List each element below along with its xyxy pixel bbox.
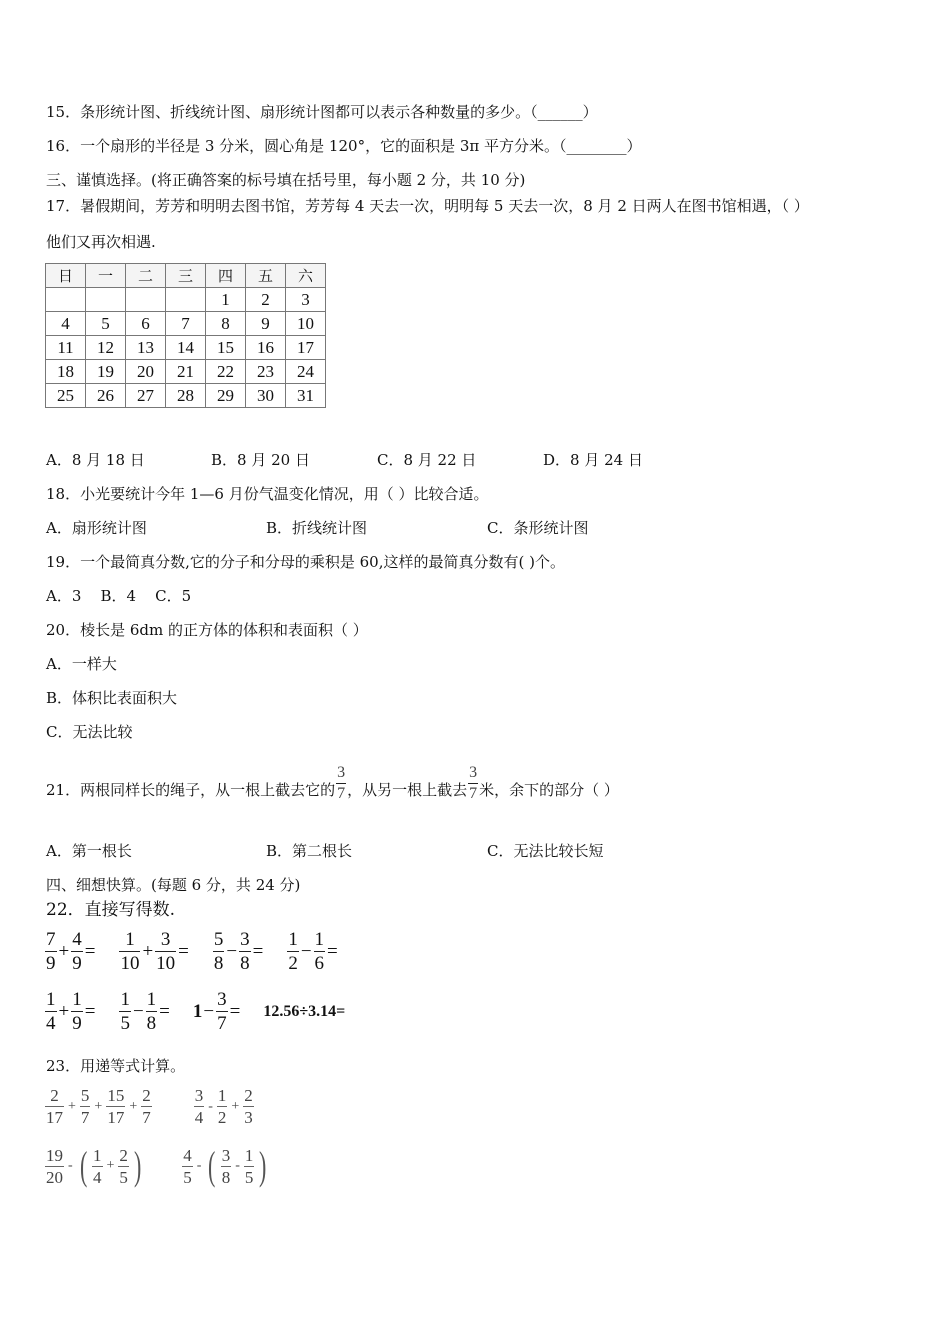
calendar-day: 9 [246,312,286,336]
numerator: 3 [160,929,171,950]
q22-item [44,930,96,973]
calendar-day [46,288,86,312]
calendar-weekday: 二 [126,264,166,288]
calendar-day: 23 [246,360,286,384]
calendar-day: 1 [206,288,246,312]
calendar-day: 15 [206,336,246,360]
numerator: 1 [125,929,135,950]
calendar-week-row [46,384,326,408]
q18-text: 18．小光要统计今年 1—6 月份气温变化情况，用（ ）比较合适。 [46,485,489,503]
denominator: 10 [156,953,176,974]
q22-equals: = [178,940,189,962]
denominator: 2 [288,953,298,974]
denominator: 4 [46,1013,56,1034]
denominator: 8 [146,1013,157,1034]
calendar-day: 8 [206,312,246,336]
q19-options[interactable]: A．3 B．4 C．5 [46,587,192,605]
q21-part3: 米，余下的部分（ ） [479,781,619,799]
q23-expression-1 [44,1087,153,1126]
q18-option-a[interactable]: A．扇形统计图 [46,519,147,537]
fraction [182,1147,193,1186]
q21-part2: ，从另一根上截去 [347,781,468,799]
q22-item [118,990,170,1033]
q21-option-b[interactable]: B．第二根长 [266,842,353,860]
numerator: 3 [221,1145,231,1165]
q20-text: 20．棱长是 6dm 的正方体的体积和表面积（ ） [46,621,368,639]
numerator: 1 [288,929,298,950]
numerator: 3 [469,764,478,781]
numerator: 3 [240,929,250,950]
q22-item [118,930,189,973]
numerator: 5 [80,1086,90,1105]
q19-text: 19．一个最简真分数,它的分子和分母的乘积是 60,这样的最简真分数有( )个。 [46,553,565,571]
operator: + [94,1098,103,1114]
denominator: 10 [120,953,140,974]
fraction [217,1087,228,1126]
fraction [106,1087,125,1126]
denominator: 8 [221,1167,231,1187]
numerator: 1 [244,1145,254,1165]
q23-row-2 [44,1143,271,1188]
calendar-day: 31 [286,384,326,408]
calendar-day [126,288,166,312]
q17-line1: 17．暑假期间，芳芳和明明去图书馆，芳芳每 4 天去一次，明明每 5 天去一次，8 月 2 日两人在图书馆相遇，（ ） [46,197,809,215]
calendar-header-row [46,264,326,288]
q22-row-2 [44,990,367,1033]
calendar-day: 21 [166,360,206,384]
q17-option-a[interactable]: A．8 月 18 日 [46,451,145,469]
q21-part1: 21．两根同样长的绳子，从一根上截去它的 [46,781,336,799]
calendar-day: 2 [246,288,286,312]
numerator: 1 [314,929,325,950]
section3-title: 三、谨慎选择。(将正确答案的标号填在括号里，每小题 2 分，共 10 分) [46,171,526,189]
denominator: 7 [337,785,346,802]
calendar-day: 3 [286,288,326,312]
numerator: 5 [213,929,224,950]
fraction [71,990,83,1033]
calendar-day: 24 [286,360,326,384]
q22-item [193,990,241,1033]
numerator: 4 [183,1145,192,1165]
numerator: 1 [46,989,56,1010]
q22-operator: + [142,940,154,962]
fraction [80,1087,91,1126]
q18-option-c[interactable]: C．条形统计图 [487,519,589,537]
q22-operator: − [226,940,238,962]
denominator: 7 [217,1013,227,1034]
q22-equals: = [327,940,338,962]
denominator: 7 [80,1108,90,1127]
calendar-week-row [46,336,326,360]
denominator: 9 [72,1013,82,1034]
calendar-day: 29 [206,384,246,408]
calendar-day: 17 [286,336,326,360]
fraction [216,990,228,1033]
q22-item [286,930,338,973]
calendar-day: 7 [166,312,206,336]
numerator: 1 [146,989,157,1010]
fraction [45,1147,64,1186]
operator: - [235,1158,240,1173]
operator: - [196,1158,202,1173]
operator: + [129,1098,138,1114]
calendar-day: 12 [86,336,126,360]
q17-option-d[interactable]: D．8 月 24 日 [543,451,643,469]
calendar-day: 30 [246,384,286,408]
q22-equals: = [252,940,264,962]
numerator: 4 [72,929,82,950]
fraction [118,1147,129,1186]
q23-expression-2 [193,1087,255,1126]
q22-item [212,930,264,973]
denominator: 3 [244,1108,253,1127]
calendar-day: 6 [126,312,166,336]
fraction [314,930,326,973]
q21-option-c[interactable]: C．无法比较长短 [487,842,604,860]
calendar-weekday: 日 [46,264,86,288]
denominator: 20 [46,1167,63,1187]
q18-option-b[interactable]: B．折线统计图 [266,519,368,537]
calendar-day: 28 [166,384,206,408]
q23-expression-4 [181,1143,271,1188]
q21-line [46,756,619,802]
operator: - [208,1098,213,1114]
fraction [243,1087,254,1126]
q23-title: 23．用递等式计算。 [46,1057,186,1075]
calendar-day: 27 [126,384,166,408]
calendar-day: 11 [46,336,86,360]
q22-operand: 1 [192,1000,203,1022]
numerator: 1 [120,989,130,1010]
numerator: 1 [217,1086,227,1105]
numerator: 15 [107,1086,125,1105]
denominator: 17 [46,1108,63,1127]
q22-item [44,990,96,1033]
fraction [45,1087,64,1126]
q17-option-c[interactable]: C．8 月 22 日 [377,451,477,469]
calendar-week-row [46,288,326,312]
fraction [146,990,158,1033]
q22-operator: + [58,1000,70,1022]
fraction [45,930,57,973]
calendar-day: 20 [126,360,166,384]
numerator: 7 [46,929,56,950]
q23-row-1 [44,1087,255,1126]
q22-operator: − [132,1000,144,1022]
denominator: 5 [183,1167,192,1187]
left-paren: ( [79,1143,88,1188]
calendar-day: 4 [46,312,86,336]
q21-fraction-1 [336,765,346,802]
denominator: 17 [107,1108,125,1127]
numerator: 3 [194,1086,204,1105]
denominator: 4 [194,1108,204,1127]
denominator: 9 [72,953,82,974]
operator: + [231,1098,240,1114]
denominator: 6 [314,953,325,974]
numerator: 2 [50,1086,59,1105]
calendar-day: 14 [166,336,206,360]
calendar-table [45,263,326,408]
calendar-day: 25 [46,384,86,408]
fraction [45,990,57,1033]
denominator: 8 [240,953,250,974]
calendar-weekday: 六 [286,264,326,288]
fraction [221,1147,232,1186]
operator: - [68,1158,73,1173]
denominator: 5 [120,1013,130,1034]
calendar-day: 13 [126,336,166,360]
calendar-weekday: 四 [206,264,246,288]
numerator: 2 [119,1145,128,1165]
fraction [194,1087,205,1126]
operator: + [106,1158,115,1173]
numerator: 2 [142,1086,151,1105]
fraction [92,1147,103,1186]
q22-operator: + [58,940,70,962]
q22-equals: = [84,1000,96,1022]
calendar-day [86,288,126,312]
calendar-weekday: 一 [86,264,126,288]
q22-row-1 [44,930,361,973]
denominator: 2 [217,1108,227,1127]
fraction [71,930,83,973]
numerator: 3 [337,764,346,781]
q23-expression-3 [44,1143,145,1188]
numerator: 1 [72,989,82,1010]
calendar-day: 26 [86,384,126,408]
q16-text: 16．一个扇形的半径是 3 分米，圆心角是 120°，它的面积是 3π 平方分米。（________） [46,137,642,155]
calendar-weekday: 五 [246,264,286,288]
numerator: 3 [217,989,227,1010]
q22-equals: = [159,1000,170,1022]
fraction [287,930,299,973]
operator: + [68,1098,76,1114]
q17-line2: 他们又再次相遇. [46,233,156,251]
denominator: 5 [244,1167,254,1187]
numerator: 19 [46,1145,63,1165]
q20-option-c[interactable]: C．无法比较 [46,723,133,741]
q22-title: 22．直接写得数. [46,900,176,920]
calendar-weekday: 三 [166,264,206,288]
calendar-day [166,288,206,312]
denominator: 7 [142,1108,151,1127]
denominator: 7 [469,785,478,802]
q20-option-a[interactable]: A．一样大 [46,655,117,673]
q22-expression: 12.56÷3.14= [263,1002,346,1020]
q20-option-b[interactable]: B．体积比表面积大 [46,689,178,707]
q21-fraction-2 [468,765,478,802]
fraction [119,990,131,1033]
calendar-day: 10 [286,312,326,336]
q21-option-a[interactable]: A．第一根长 [46,842,132,860]
fraction [239,930,251,973]
q22-equals: = [84,940,96,962]
right-paren: ) [133,1143,142,1188]
denominator: 8 [213,953,224,974]
fraction [155,930,176,973]
denominator: 9 [46,953,56,974]
calendar-day: 19 [86,360,126,384]
left-paren: ( [208,1143,216,1188]
denominator: 4 [93,1167,102,1187]
calendar-day: 22 [206,360,246,384]
q15-text: 15．条形统计图、折线统计图、扇形统计图都可以表示各种数量的多少。（______） [46,103,598,121]
fraction [141,1087,152,1126]
q22-equals: = [229,1000,241,1022]
calendar-day: 16 [246,336,286,360]
numerator: 2 [244,1086,253,1105]
denominator: 5 [119,1167,128,1187]
q22-operator: − [203,1000,215,1022]
fraction [244,1147,255,1186]
q22-item [263,1003,345,1021]
q22-operator: − [300,940,312,962]
fraction [119,930,140,973]
fraction [213,930,225,973]
calendar-day: 5 [86,312,126,336]
calendar-week-row [46,360,326,384]
section4-title: 四、细想快算。(每题 6 分，共 24 分) [46,876,301,894]
calendar-day: 18 [46,360,86,384]
numerator: 1 [93,1145,102,1165]
calendar-week-row [46,312,326,336]
right-paren: ) [259,1143,267,1188]
q17-option-b[interactable]: B．8 月 20 日 [211,451,310,469]
